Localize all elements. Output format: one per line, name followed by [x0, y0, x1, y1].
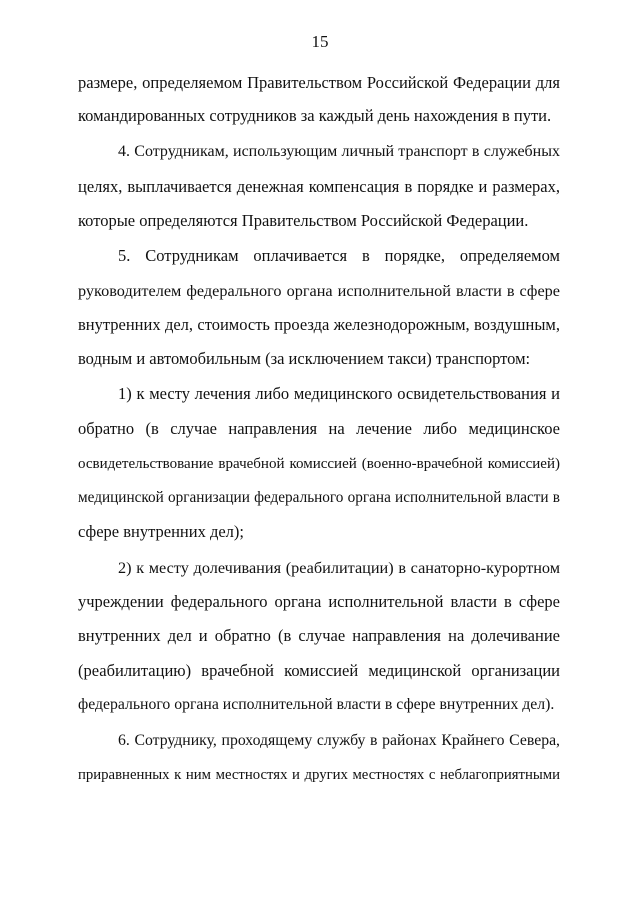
text-line: руководителем федерального органа исполнительной власти в сфере — [78, 282, 560, 300]
text-line: федерального органа исполнительной власти в сфере внутренних дел). — [78, 696, 555, 713]
text-line: 4. Сотрудникам, использующим личный транспорт в служебных — [118, 143, 560, 160]
text-line: 1) к месту лечения либо медицинского освидетельствования и — [118, 384, 560, 403]
text-line: 2) к месту долечивания (реабилитации) в санаторно-курортном — [118, 559, 560, 577]
text-line: размере, определяемом Правительством Российской Федерации для — [78, 73, 560, 92]
text-line: целях, выплачивается денежная компенсация в порядке и размерах, — [78, 177, 560, 196]
text-line: внутренних дел и обратно (в случае направления на долечивание — [78, 626, 560, 645]
text-line: приравненных к ним местностях и других местностях с неблагоприятными — [78, 767, 560, 783]
text-line: освидетельствование врачебной комиссией (военно-врачебной комиссией) — [78, 456, 560, 472]
text-line: которые определяются Правительством Российской Федерации. — [78, 211, 529, 230]
page-number: 15 — [311, 32, 329, 51]
text-line: учреждении федерального органа исполнительной власти в сфере — [78, 592, 560, 611]
text-line: медицинской организации федерального органа исполнительной власти в — [78, 489, 560, 506]
text-line: 6. Сотруднику, проходящему службу в районах Крайнего Севера, — [118, 732, 560, 749]
text-line: 5. Сотрудникам оплачивается в порядке, определяемом — [118, 246, 560, 265]
text-line: обратно (в случае направления на лечение либо медицинское — [78, 419, 560, 438]
text-line: водным и автомобильным (за исключением такси) транспортом: — [78, 349, 531, 368]
text-line: командированных сотрудников за каждый день нахождения в пути. — [78, 106, 552, 125]
text-line: (реабилитацию) врачебной комиссией медицинской организации — [78, 661, 560, 680]
text-line: сфере внутренних дел); — [78, 522, 244, 541]
text-line: внутренних дел, стоимость проезда железнодорожным, воздушным, — [78, 315, 560, 334]
